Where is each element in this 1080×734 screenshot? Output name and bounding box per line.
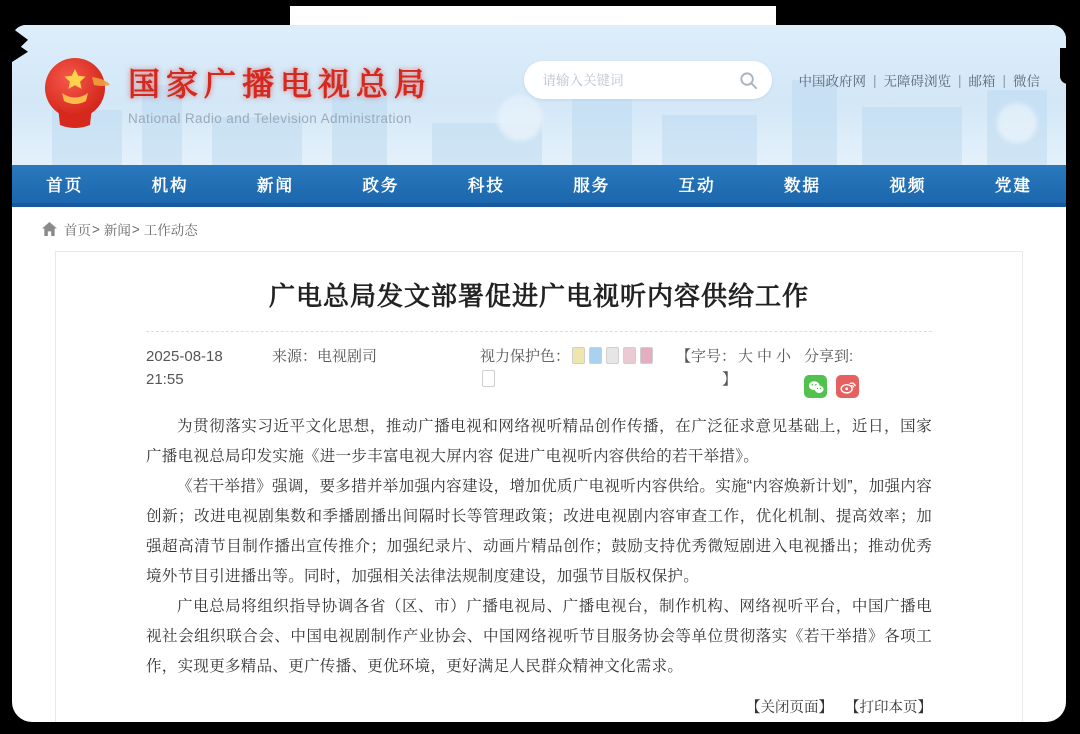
eye-color-swatch-white[interactable]	[482, 370, 495, 387]
nrta-emblem-logo	[40, 55, 114, 129]
share-weibo-button[interactable]	[836, 375, 859, 398]
eye-color-swatch-gray[interactable]	[606, 347, 619, 364]
eye-color-swatch-lightpink[interactable]	[623, 347, 636, 364]
nav-item-video[interactable]: 视频	[889, 177, 927, 195]
font-size-medium[interactable]: 中	[757, 348, 773, 365]
nav-item-home[interactable]: 首页	[46, 177, 84, 195]
utility-links: 中国政府网 | 无障碍浏览 | 邮箱 | 微信	[798, 70, 1040, 90]
article-paragraph: 《若干举措》强调，要多措并举加强内容建设，增加优质广电视听内容供给。实施“内容焕新计划”，加强内容创新；改进电视剧集数和季播剧播出间隔时长等管理政策；改进电视剧内容审查工作，优化机制、提高效率；加强超高清节目制作播出宣传推介；加强纪录片、动画片精品创作；鼓励支持优秀微短剧进入电视播出；推动优秀境外节目引进播出等。同时，加强相关法律法规制度建设，加强节目版权保护。	[146, 478, 932, 585]
nav-item-interaction[interactable]: 互动	[678, 177, 716, 195]
eye-protection-block	[480, 345, 662, 398]
home-icon	[42, 222, 57, 236]
eye-color-swatch-yellow[interactable]	[572, 347, 585, 364]
share-label: 分享到:	[804, 348, 854, 365]
title-divider	[146, 331, 932, 332]
article-card	[55, 251, 1023, 722]
article-source: 来源：电视剧司	[272, 348, 378, 365]
nav-item-news[interactable]: 新闻	[257, 177, 295, 195]
article-body	[146, 412, 932, 682]
search-box[interactable]	[524, 61, 772, 99]
search-icon[interactable]	[739, 71, 758, 90]
share-wechat-button[interactable]	[804, 375, 827, 398]
breadcrumb-home[interactable]: 首页	[64, 223, 91, 238]
close-page-button[interactable]: 【关闭页面】	[745, 700, 833, 716]
article-paragraph: 广电总局将组织指导协调各省（区、市）广播电视局、广播电视台，制作机构、网络视听平台，中国广播电视社会组织联合会、中国电视剧制作产业协会、中国网络视听节目服务协会等单位贯彻落实《若干举措》各项工作，实现更多精品、更广传播、更优环境，更好满足人民群众精神文化需求。	[146, 598, 932, 675]
share-block	[804, 345, 859, 398]
print-page-button[interactable]: 【打印本页】	[845, 700, 932, 716]
nav-item-services[interactable]: 服务	[573, 177, 611, 195]
page-actions	[146, 696, 932, 722]
nav-item-data[interactable]: 数据	[784, 177, 822, 195]
page	[12, 25, 1066, 722]
nav-item-tech[interactable]: 科技	[467, 177, 505, 195]
eye-color-swatch-blue[interactable]	[589, 347, 602, 364]
link-wechat[interactable]: 微信	[1013, 74, 1040, 89]
link-mailbox[interactable]: 邮箱	[968, 74, 996, 89]
font-size-control	[676, 345, 794, 398]
eye-protection-label: 视力保护色：	[480, 348, 571, 365]
wechat-icon	[808, 380, 824, 394]
link-accessibility[interactable]: 无障碍浏览	[883, 74, 951, 89]
article-paragraph: 为贯彻落实习近平文化思想，推动广播电视和网络视听精品创作传播，在广泛征求意见基础上，近日，国家广播电视总局印发实施《进一步丰富电视大屏内容 促进广电视听内容供给的若干举措》。	[146, 418, 932, 465]
photo-artifact-right-notch	[1060, 48, 1070, 84]
search-input[interactable]	[542, 73, 739, 88]
article-title: 广电总局发文部署促进广电视听内容供给工作	[268, 281, 809, 311]
link-gov-cn[interactable]: 中国政府网	[798, 74, 866, 89]
font-size-small[interactable]: 小	[776, 348, 792, 365]
nav-item-gov-affairs[interactable]: 政务	[362, 177, 400, 195]
eye-color-swatch-pink[interactable]	[640, 347, 653, 364]
weibo-icon	[840, 380, 856, 394]
font-size-large[interactable]: 大	[738, 348, 754, 365]
nav-item-org[interactable]: 机构	[151, 177, 189, 195]
site-header	[12, 25, 1066, 165]
brand-block	[128, 59, 432, 126]
main-nav	[12, 165, 1066, 207]
article-meta	[146, 345, 932, 398]
font-size-label: 【字号：	[676, 348, 737, 365]
nav-item-party[interactable]: 党建	[994, 177, 1032, 195]
breadcrumb: 首页 > 新闻 > 工作动态	[12, 207, 1066, 251]
font-size-close-bracket: 】	[722, 371, 738, 388]
breadcrumb-news[interactable]: 新闻	[103, 223, 131, 238]
site-title-english: National Radio and Television Administration	[128, 111, 412, 126]
publish-date: 2025-08-18 21:55	[146, 348, 223, 388]
site-title: 国家广播电视总局	[128, 66, 433, 102]
breadcrumb-work-updates[interactable]: 工作动态	[143, 223, 198, 238]
